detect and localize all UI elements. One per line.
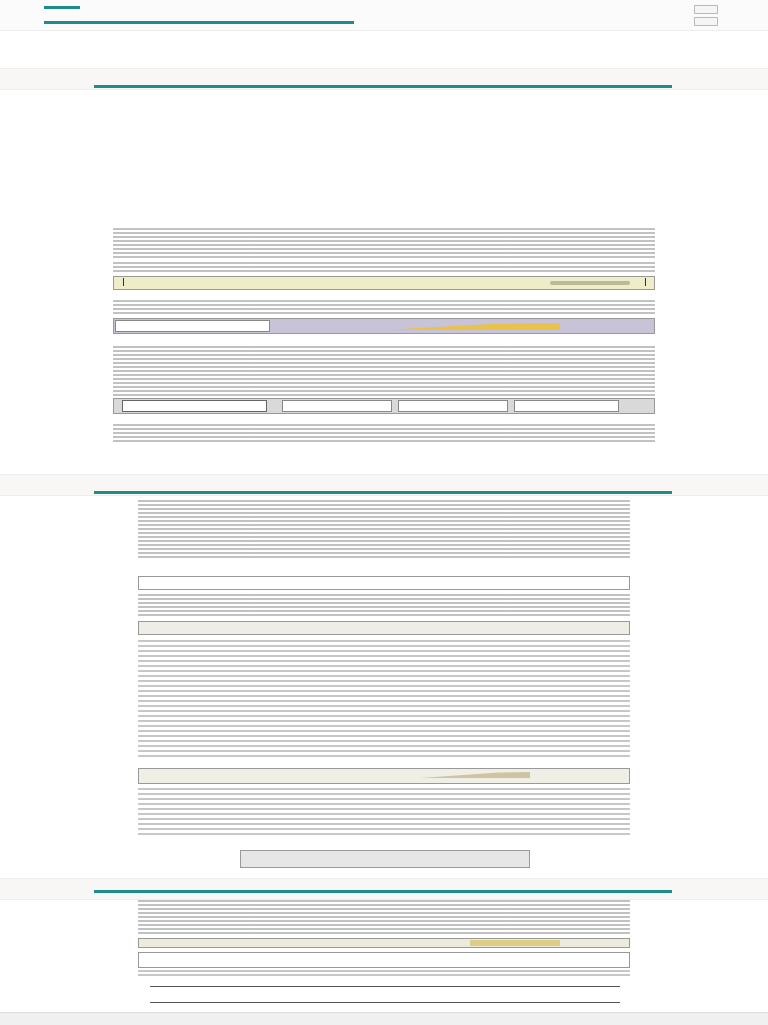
page2-body-text-2 bbox=[138, 594, 630, 618]
figure-3-panel-2 bbox=[282, 400, 392, 412]
page3-figure-2 bbox=[138, 952, 630, 968]
page3-repository-banner bbox=[0, 878, 768, 900]
page2-body-text-4 bbox=[138, 788, 630, 838]
figure-2-inset bbox=[115, 320, 270, 332]
page2-figure-3 bbox=[138, 768, 630, 784]
figure-3-panel-3 bbox=[398, 400, 508, 412]
figure-3-panel-1 bbox=[122, 400, 267, 412]
page3-teal-rule bbox=[94, 890, 672, 893]
figure-3-panel-4 bbox=[514, 400, 619, 412]
page1-body-text-top bbox=[113, 228, 655, 258]
viewer-toolbar bbox=[0, 0, 768, 31]
page3-axis-line bbox=[150, 986, 620, 987]
page3-body-text-1 bbox=[138, 900, 630, 934]
page2-figure-1 bbox=[138, 576, 630, 590]
page3-axis-line-2 bbox=[150, 1002, 620, 1003]
figure-1-left-edge bbox=[123, 278, 124, 286]
page3-figure-1-highlight bbox=[470, 940, 560, 946]
menu-button[interactable] bbox=[694, 5, 718, 14]
page1-body-text-4 bbox=[113, 424, 655, 444]
page1-body-text-mid bbox=[113, 262, 655, 274]
figure-1-right-edge bbox=[645, 278, 646, 286]
header-teal-rule bbox=[44, 21, 354, 24]
toolbar-accent-rule bbox=[44, 6, 80, 9]
page2-body-text-3 bbox=[138, 640, 630, 760]
page1-body-text-2 bbox=[113, 300, 655, 314]
page2-body-text-1 bbox=[138, 500, 630, 560]
page2-figure-2 bbox=[138, 621, 630, 635]
figure-1-shape bbox=[550, 281, 630, 285]
page3-body-text-2 bbox=[138, 970, 630, 976]
page1-body-text-3 bbox=[113, 346, 655, 396]
page2-teal-rule bbox=[94, 491, 672, 494]
page1-teal-rule bbox=[94, 85, 672, 88]
viewer-footer-bar bbox=[0, 1012, 768, 1025]
page2-figure-4 bbox=[240, 850, 530, 868]
close-button[interactable] bbox=[694, 17, 718, 26]
